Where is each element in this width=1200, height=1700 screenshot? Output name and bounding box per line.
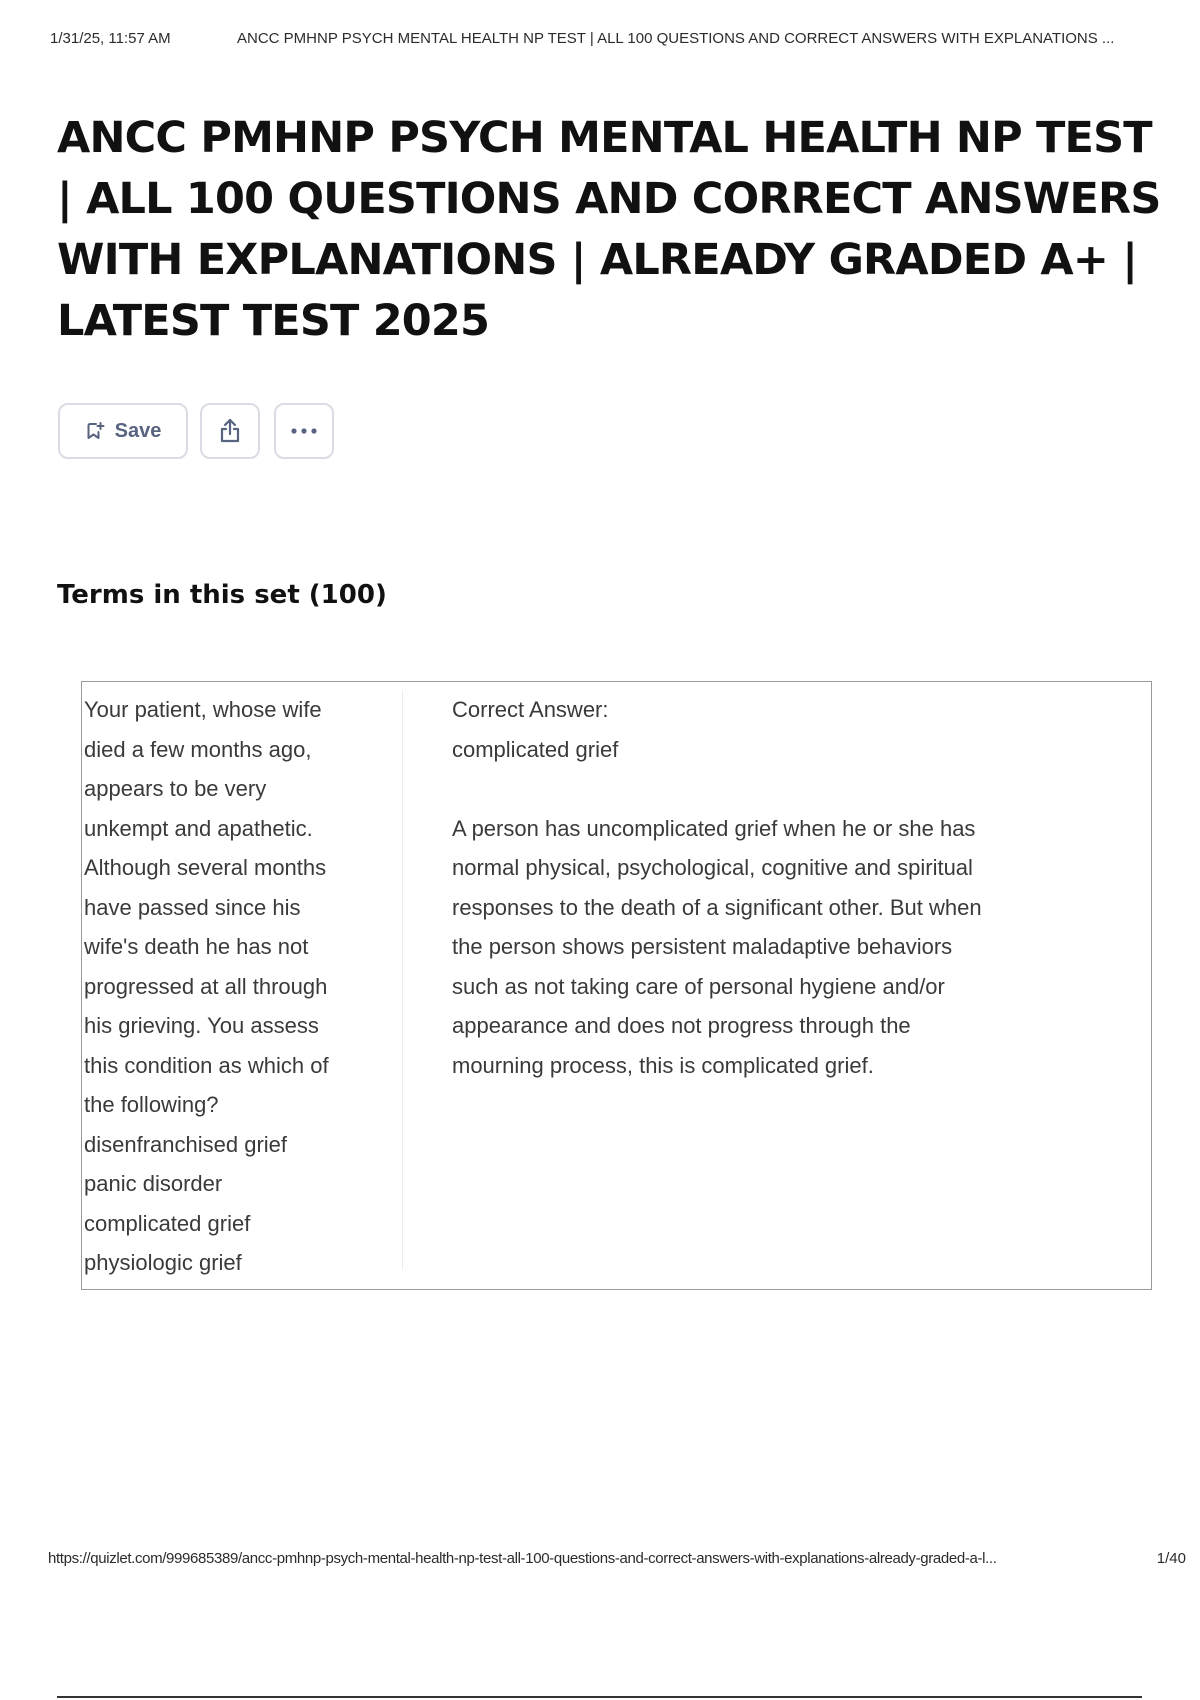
term-definition <box>452 690 1112 1085</box>
definition-spacer <box>452 769 1112 809</box>
term-line: wife's death he has not <box>84 934 309 959</box>
term-line: died a few months ago, <box>84 736 312 762</box>
term-line: his grieving. You assess <box>84 1013 319 1038</box>
page-title-line: LATEST TEST 2025 <box>57 296 490 346</box>
explanation-line: responses to the death of a significant other. But when <box>452 894 982 920</box>
term-card <box>81 681 1152 1290</box>
answer-option: complicated grief <box>84 1210 251 1236</box>
page-title <box>57 108 1177 352</box>
page-number: 1/40 <box>1156 1550 1186 1567</box>
explanation-line: mourning process, this is complicated grief. <box>452 1052 874 1078</box>
term-line: progressed at all through <box>84 973 328 999</box>
correct-answer-label: Correct Answer: <box>452 697 609 722</box>
save-button[interactable] <box>58 403 188 459</box>
correct-answer: complicated grief <box>452 736 619 762</box>
print-footer <box>48 1550 1186 1572</box>
page-title-line: ANCC PMHNP PSYCH MENTAL HEALTH NP TEST <box>57 113 1152 163</box>
bookmark-plus-icon <box>85 421 105 441</box>
term-line: Although several months <box>84 855 327 880</box>
more-horizontal-icon <box>290 427 318 435</box>
term-line: appears to be very <box>84 776 267 801</box>
print-url: https://quizlet.com/999685389/ancc-pmhnp-psych-mental-health-np-test-all-100-questions-and-correct-answers-with-explanations-already-graded-a-l... <box>48 1550 997 1567</box>
answer-option: disenfranchised grief <box>84 1131 288 1157</box>
page-title-line: WITH EXPLANATIONS | ALREADY GRADED A+ | <box>57 235 1138 285</box>
terms-heading: Terms in this set (100) <box>57 580 387 610</box>
answer-option: panic disorder <box>84 1171 223 1196</box>
explanation-line: the person shows persistent maladaptive behaviors <box>452 934 953 959</box>
print-document-title: ANCC PMHNP PSYCH MENTAL HEALTH NP TEST | ALL 100 QUESTIONS AND CORRECT ANSWERS WITH EXPLANATIONS ... <box>237 30 1115 47</box>
term-question <box>84 690 402 1283</box>
explanation-line: such as not taking care of personal hygiene and/or <box>452 973 945 999</box>
term-line: unkempt and apathetic. <box>84 815 313 841</box>
term-line: have passed since his <box>84 894 301 920</box>
term-line: this condition as which of <box>84 1052 329 1078</box>
print-header <box>50 30 1186 52</box>
bottom-divider <box>57 1696 1142 1698</box>
term-line: the following? <box>84 1092 219 1117</box>
more-options-button[interactable] <box>274 403 334 459</box>
explanation-line: appearance and does not progress through the <box>452 1013 911 1038</box>
explanation-line: A person has uncomplicated grief when he or she has <box>452 815 976 841</box>
term-line: Your patient, whose wife <box>84 697 322 722</box>
card-divider <box>402 690 403 1270</box>
share-icon <box>216 417 244 445</box>
share-button[interactable] <box>200 403 260 459</box>
print-timestamp: 1/31/25, 11:57 AM <box>50 30 171 47</box>
page-title-line: | ALL 100 QUESTIONS AND CORRECT ANSWERS <box>57 174 1161 224</box>
save-button-label: Save <box>114 419 162 442</box>
explanation-line: normal physical, psychological, cognitive and spiritual <box>452 855 973 880</box>
answer-option: physiologic grief <box>84 1250 242 1275</box>
